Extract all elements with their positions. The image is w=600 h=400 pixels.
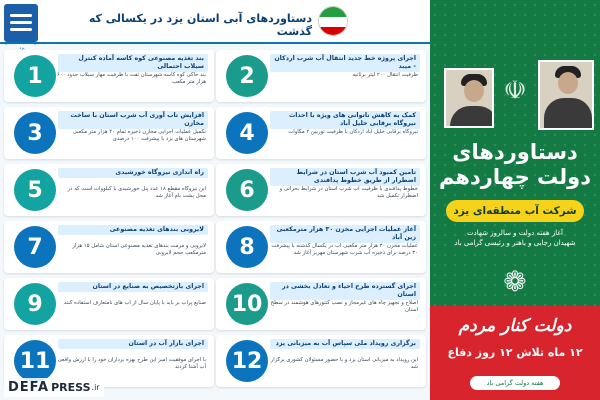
achievement-number: 8 — [226, 226, 268, 268]
achievement-number: 7 — [14, 226, 56, 268]
logo-caption: شرکت آب منطقه ای یزد — [4, 40, 40, 50]
headline-line-1: دستاوردهای — [452, 140, 578, 164]
achievement-card — [4, 50, 214, 102]
achievement-card — [216, 335, 426, 387]
occasion-line-2: شهیدان رجایی و باهنر و رئیسی گرامی باد — [454, 239, 576, 247]
watermark-brand: DEFA — [8, 380, 50, 395]
achievement-number: 12 — [226, 340, 268, 382]
achievement-desc: صنایع پرآب بر باید با پایان سال از آب های نامتعارف استفاده کنند — [63, 300, 206, 306]
portrait-left — [444, 68, 494, 128]
achievement-card — [216, 278, 426, 330]
achievement-desc: این رویداد به میزبانی استان یزد و با حضور مسئولان کشوری برگزار شد — [270, 357, 418, 370]
achievement-title: اجرای بازار آب در استان — [58, 339, 208, 349]
tagline: ۱۲ ماه تلاش ۱۲ روز دفاع — [447, 346, 583, 359]
achievement-number: 6 — [226, 169, 268, 211]
achievement-desc: عملیات مخزن ۳۰ هزار متر مکعبی آب در یکسال گذشته با پیشرفت ۳۰ درصد برای ذخیره آب شرب شهرستان مهریز آغاز شد — [271, 243, 418, 256]
header-bar — [0, 0, 430, 50]
achievement-desc: ظرفیت انتقال ۲۰۰ لیتر برثانیه — [352, 72, 418, 78]
achievement-desc: بند خاکی کوه کاسه شهرستان تفت با ظرفیت مهار سیلاب حدود ۶۰۰ هزار متر مکعب — [56, 72, 206, 85]
occasion-text — [438, 228, 592, 248]
slogan-banner — [430, 306, 600, 400]
achievement-title: برگزاری رویداد ملی سپاس آب به میزبانی یزد — [270, 339, 420, 349]
portrait-right — [538, 60, 594, 130]
achievements-column-even — [216, 50, 426, 392]
achievement-title: اجرای گسترده طرح احیاء و تعادل بخشی در استان — [270, 282, 420, 300]
achievement-card — [4, 221, 214, 273]
achievement-desc: تکمیل عملیات اجرایی مخازن ذخیره تمام ۴۰ هزار متر مکعبی شهرستان های یزد با پیشرفت ۱۰۰ درصدی — [72, 129, 206, 142]
week-badge: هفته دولت گرامی باد — [470, 376, 560, 390]
achievement-number: 10 — [226, 283, 268, 325]
achievement-number: 5 — [14, 169, 56, 211]
achievement-number: 4 — [226, 112, 268, 154]
achievement-title: اجرای پروژه خط جدید انتقال آب شرب اردکان - میبد — [270, 54, 420, 72]
achievement-card — [216, 50, 426, 102]
logo-wave-1 — [10, 14, 32, 17]
logo-wave-3 — [10, 28, 32, 31]
achievement-desc: خطوط پدافندی با ظرفیت آب شرب استان در شرایط بحرانی و اضطرار تکمیل شد — [279, 186, 418, 199]
achievements-column-odd — [4, 50, 214, 392]
watermark-press: PRESS — [51, 381, 91, 394]
achievement-card — [4, 107, 214, 159]
achievement-desc: این نیروگاه مقطع ۱۸ عدد پنل خورشیدی با کیلووات است که در محل پشت بام آغاز شد — [67, 186, 206, 199]
occasion-line-1: آغاز هفته دولت و سالروز شهادت — [467, 229, 563, 237]
achievement-number: 2 — [226, 55, 268, 97]
iran-emblem-icon: ☫ — [503, 76, 527, 106]
achievement-number: 3 — [14, 112, 56, 154]
achievement-title: راه اندازی نیروگاه خورشیدی — [58, 168, 208, 178]
achievement-card — [4, 164, 214, 216]
ornament-icon: ❁ — [503, 265, 527, 298]
achievement-title: افزایش تاب آوری آب شرب استان با ساخت مخازن — [58, 111, 208, 129]
achievement-title: تامین کمبود آب شرب استان در شرایط اضطرار از طریق خطوط پدافندی — [270, 168, 420, 186]
watermark-tld: .ir — [91, 383, 100, 392]
achievement-title: کمک به کاهش ناتوانی های ویژه با احداث نیروگاه برقابی خلیل آباد — [270, 111, 420, 129]
logo-wave-2 — [10, 21, 32, 24]
achievement-desc: لایروبی و مرمت بندهای تغذیه مصنوعی استان شامل ۱۵ هزار مترمکعب حجم لایروبی — [72, 243, 206, 256]
achievement-card — [216, 107, 426, 159]
defapress-watermark — [4, 378, 104, 397]
achievement-title: بند تغذیه مصنوعی کوه کاسه آماده کنترل سیلاب احتمالی — [58, 54, 208, 72]
achievement-desc: با اجرای موفقیت آمیز این طرح بهره برداران خود را با ارزش واقعی آب آشنا کردند — [57, 357, 206, 370]
achievement-card — [216, 164, 426, 216]
headline — [436, 140, 594, 190]
achievement-title: اجرای بازتخصیص به صنایع در استان — [58, 282, 208, 292]
company-name-badge: شرکت آب منطقه‌ای یزد — [446, 200, 584, 222]
headline-line-2: دولت چهاردهم — [438, 165, 592, 189]
slogan: دولت کنار مردم — [458, 316, 572, 336]
achievement-number: 1 — [14, 55, 56, 97]
achievement-number: 11 — [14, 340, 56, 382]
achievement-desc: اصلاح و تجهیز چاه های غیرمجاز و نصب کنتورهای هوشمند در سطح استان — [270, 300, 418, 313]
achievement-desc: نیروگاه برقابی خلیل آباد اردکان با ظرفیت توربین ۲ مگاوات — [288, 129, 418, 135]
page-title: دستاوردهای آبی استان یزد در یکسالی که گذشت — [88, 12, 312, 38]
iran-flag-icon — [318, 6, 348, 36]
achievement-title: آغاز عملیات اجرایی مخزن ۳۰ هزار مترمکعبی زین آباد — [270, 225, 420, 243]
company-logo — [4, 4, 38, 42]
achievement-number: 9 — [14, 283, 56, 325]
achievement-card — [4, 278, 214, 330]
government-week-panel — [430, 0, 600, 400]
achievement-card — [216, 221, 426, 273]
achievement-title: لایروبی بندهای تغذیه مصنوعی — [58, 225, 208, 235]
